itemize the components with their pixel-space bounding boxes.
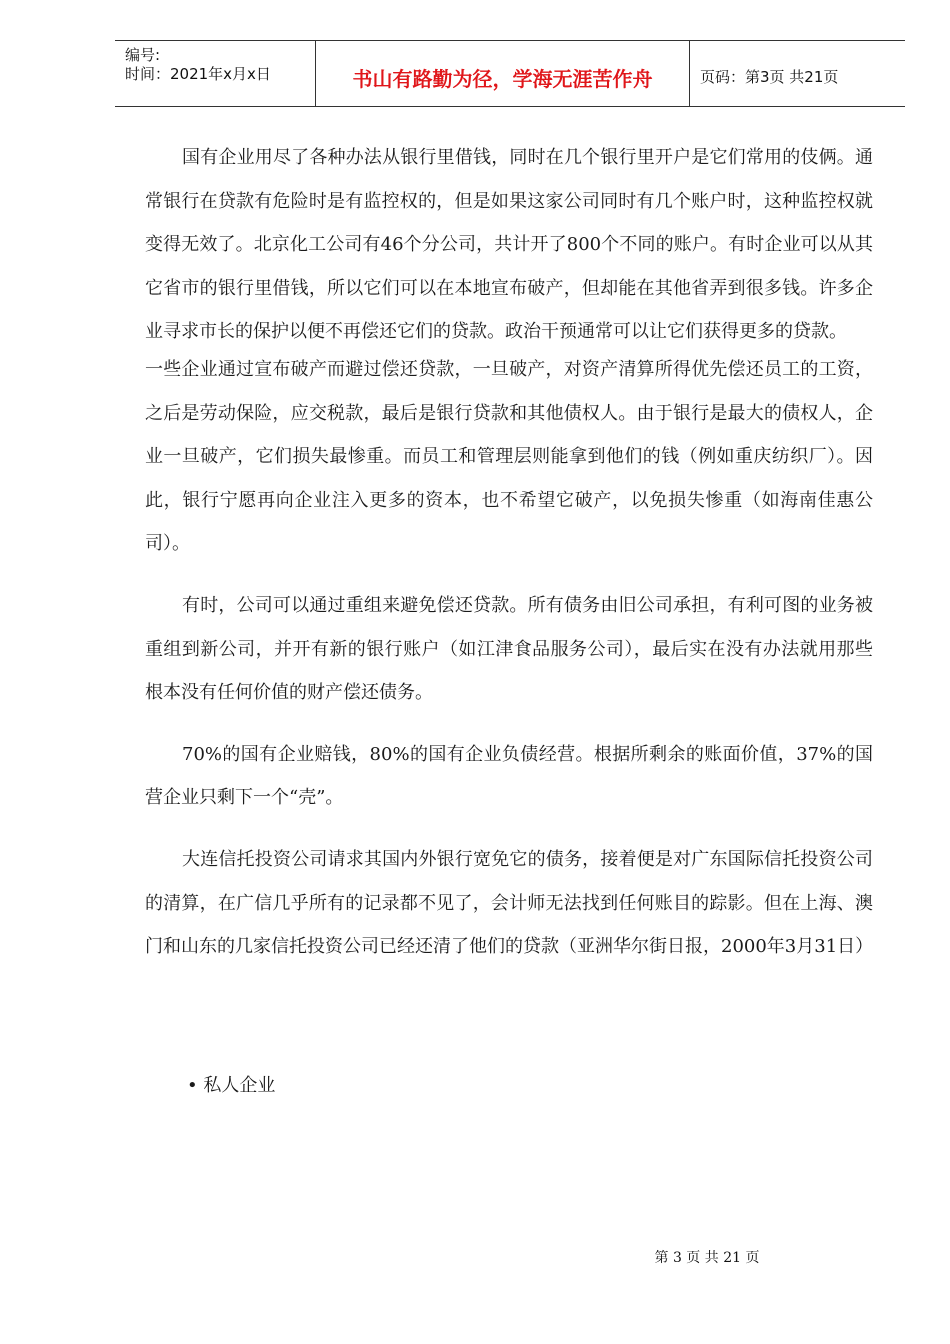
paragraph-3: 有时，公司可以通过重组来避免偿还贷款。所有债务由旧公司承担，有利可图的业务被重组到新公司，并开有新的银行账户（如江津食品服务公司），最后实在没有办法就用那些根本没有任何价值的财产偿还债务。 bbox=[145, 594, 873, 704]
header-motto-cell bbox=[316, 41, 690, 106]
serial-label: 编号: bbox=[125, 46, 161, 64]
bullet-item: • 私人企业 bbox=[187, 1075, 276, 1096]
header-page-cell bbox=[690, 41, 905, 106]
paragraph-5: 大连信托投资公司请求其国内外银行宽免它的债务，接着便是对广东国际信托投资公司的清算，在广信几乎所有的记录都不见了，会计师无法找到任何账目的踪影。但在上海、澳门和山东的几家信托投资公司已经还清了他们的贷款（亚洲华尔街日报，2000年3月31日） bbox=[145, 848, 874, 958]
header-motto: 书山有路勤为径，学海无涯苦作舟 bbox=[352, 67, 653, 91]
paragraph-1: 国有企业用尽了各种办法从银行里借钱，同时在几个银行里开户是它们常用的伎俩。通常银行在贷款有危险时是有监控权的，但是如果这家公司同时有几个账户时，这种监控权就变得无效了。北京化工公司有46个分公司，共计开了800个不同的账户。有时企业可以从其它省市的银行里借钱，所以它们可以在本地宣布破产，但却能在其他省弄到很多钱。许多企业寻求市长的保护以便不再偿还它们的贷款。政治干预通常可以让它们获得更多的贷款。 bbox=[145, 147, 873, 343]
page-footer bbox=[0, 1247, 950, 1267]
page-number-label: 页码：第3页 共21页 bbox=[700, 68, 839, 86]
time-label: 时间：2021年x月x日 bbox=[125, 65, 271, 83]
header-meta-cell bbox=[115, 41, 316, 106]
paragraph-4: 70%的国有企业赔钱，80%的国有企业负债经营。根据所剩余的账面价值，37%的国营企业只剩下一个“壳”。 bbox=[145, 743, 873, 809]
document-body bbox=[145, 136, 873, 969]
paragraph-2: 一些企业通过宣布破产而避过偿还贷款，一旦破产，对资产清算所得优先偿还员工的工资，之后是劳动保险，应交税款，最后是银行贷款和其他债权人。由于银行是最大的债权人，企业一旦破产，它们损失最惨重。而员工和管理层则能拿到他们的钱（例如重庆纺织厂）。因此，银行宁愿再向企业注入更多的资本，也不希望它破产，以免损失惨重（如海南佳惠公司）。 bbox=[145, 358, 873, 555]
page-header bbox=[115, 40, 905, 107]
footer-page-number: 第 3 页 共 21 页 bbox=[654, 1250, 760, 1266]
